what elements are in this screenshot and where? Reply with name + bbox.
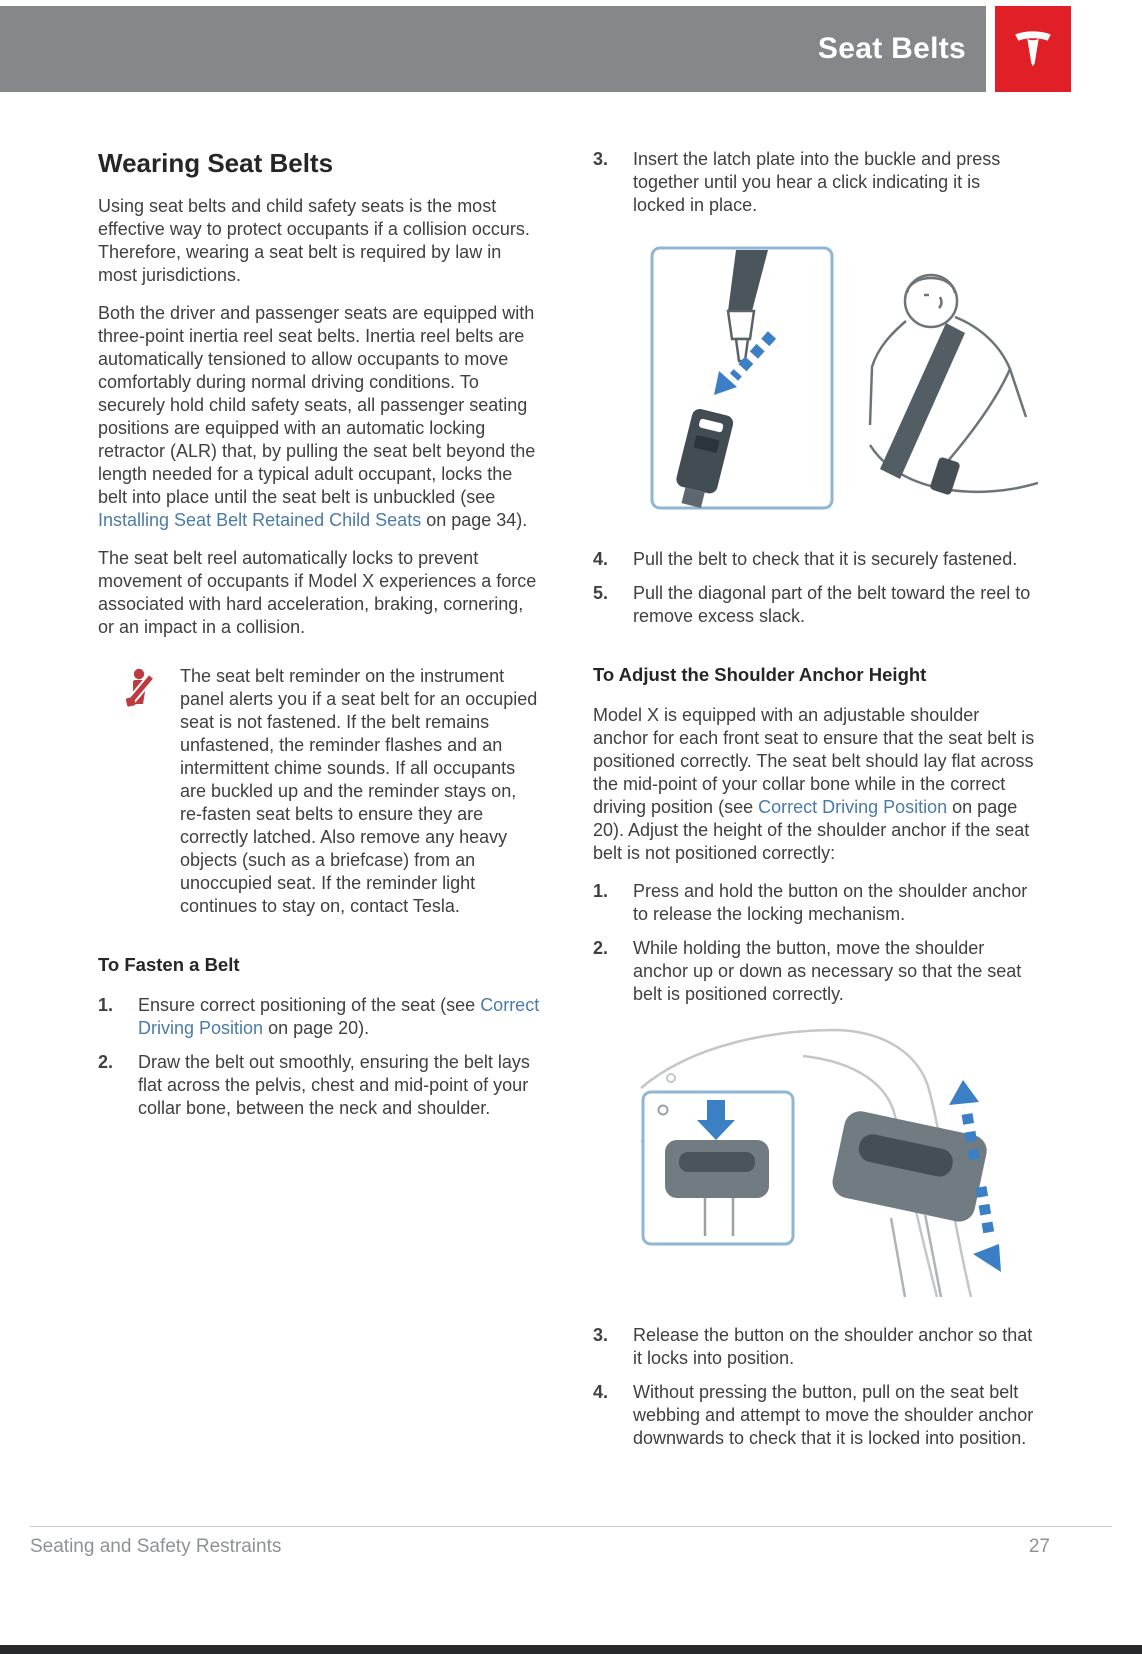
- list-number: 4.: [593, 549, 609, 569]
- bottom-edge-strip: [0, 1645, 1142, 1654]
- link-installing-seat-belt-retained-child-seats[interactable]: Installing Seat Belt Retained Child Seats: [98, 510, 422, 530]
- list-number: 3.: [593, 1325, 609, 1345]
- paragraph-text: on page 20).: [263, 1018, 370, 1038]
- list-item-text: Pull the belt to check that it is securely fastened.: [633, 549, 1018, 569]
- list-item: [593, 1381, 1036, 1450]
- subheading-adjust-shoulder-anchor: To Adjust the Shoulder Anchor Height: [593, 664, 927, 685]
- left-column: [98, 148, 541, 1461]
- list-item-text: Draw the belt out smoothly, ensuring the belt lays flat across the pelvis, chest and mid-point of your collar bone, between the neck and shoulder.: [138, 1052, 530, 1118]
- paragraph-reel-locks: The seat belt reel automatically locks to prevent movement of occupants if Model X experiences a force associated with hard acceleration, braking, cornering, or an impact in a collision.: [98, 548, 537, 637]
- list-item-text: [138, 994, 541, 1040]
- list-item: [593, 1324, 1036, 1370]
- list-item: [593, 880, 1036, 926]
- list-number: 1.: [98, 995, 114, 1015]
- buckle-and-person-illustration: [648, 245, 1036, 518]
- list-number: 2.: [98, 1052, 114, 1072]
- list-number: 2.: [593, 938, 609, 958]
- link-correct-driving-position[interactable]: Correct Driving Position: [138, 995, 540, 1038]
- list-item: [593, 548, 1036, 571]
- page-header-title: Seat Belts: [817, 32, 966, 65]
- list-item: [98, 994, 541, 1040]
- list-item: [98, 1051, 541, 1120]
- list-number: 1.: [593, 881, 609, 901]
- shoulder-anchor-illustration: [633, 1022, 1036, 1302]
- paragraph-text: Model X is equipped with an adjustable shoulder anchor for each front seat to ensure that the seat belt is positioned correctly. The seat belt should lay flat across the mid-point of your collar bone while in the correct driving position (see: [593, 705, 1035, 817]
- right-column: [593, 148, 1036, 1461]
- list-item-text: Insert the latch plate into the buckle and press together until you hear a click indicating it is locked in place.: [633, 149, 1001, 215]
- paragraph-intro: Using seat belts and child safety seats is the most effective way to protect occupants if a collision occurs. Therefore, wearing a seat belt is required by law in most jurisdictions.: [98, 196, 530, 285]
- paragraph-inertia-reel: [98, 302, 541, 532]
- note-text: The seat belt reminder on the instrument panel alerts you if a seat belt for an occupied seat is not fastened. If the belt remains unfastened, the reminder flashes and an intermittent chime sounds. If all occupants are buckled up and the reminder stays on, re-fasten seat belts to ensure they are correctly latched. Also remove any heavy objects (such as a briefcase) from an unoccupied seat. If the reminder light continues to stay on, contact Tesla.: [180, 666, 538, 916]
- tesla-t-icon: [1010, 24, 1056, 75]
- paragraph-text: Ensure correct positioning of the seat (see: [138, 995, 481, 1015]
- list-item-text: Press and hold the button on the shoulder anchor to release the locking mechanism.: [633, 881, 1028, 924]
- page-content: [98, 148, 1037, 1461]
- paragraph-text: on page 20). Adjust the height of the shoulder anchor if the seat belt is not positioned correctly:: [593, 797, 1030, 863]
- list-item-text: Release the button on the shoulder anchor so that it locks into position.: [633, 1325, 1033, 1368]
- adjust-steps-list-continued: [593, 1324, 1036, 1450]
- link-correct-driving-position[interactable]: Correct Driving Position: [758, 797, 948, 817]
- paragraph-text: on page 34).: [421, 510, 528, 530]
- tesla-logo-box: [995, 6, 1071, 92]
- list-item: [593, 937, 1036, 1006]
- page-footer: [30, 1526, 1112, 1558]
- list-number: 3.: [593, 149, 609, 169]
- paragraph-text: Both the driver and passenger seats are equipped with three-point inertia reel seat belts. Inertia reel belts are automatically tensioned to allow occupants to move comfortably during normal driving conditions. To securely hold child safety seats, all passenger seating positions are equipped with an automatic locking retractor (ALR) that, by pulling the seat belt beyond the length needed for a typical adult occupant, locks the belt into place until the seat belt is unbuckled (see: [98, 303, 536, 507]
- list-number: 4.: [593, 1382, 609, 1402]
- seat-belt-reminder-icon: [124, 668, 160, 918]
- list-item-text: While holding the button, move the shoulder anchor up or down as necessary so that the seat belt is positioned correctly.: [633, 938, 1022, 1004]
- list-number: 5.: [593, 583, 609, 603]
- page-header-band: [0, 6, 986, 92]
- seat-belt-reminder-note: [98, 665, 541, 918]
- fasten-steps-list-continued-2: [593, 548, 1036, 628]
- fasten-steps-list: [98, 994, 541, 1120]
- paragraph-adjust-intro: [593, 704, 1036, 865]
- footer-section-title: Seating and Safety Restraints: [30, 1536, 282, 1557]
- section-title: Wearing Seat Belts: [98, 148, 334, 178]
- list-item: [593, 582, 1036, 628]
- adjust-steps-list: [593, 880, 1036, 1006]
- fasten-steps-list-continued: [593, 148, 1036, 217]
- subheading-to-fasten-a-belt: To Fasten a Belt: [98, 954, 240, 975]
- list-item: [593, 148, 1036, 217]
- list-item-text: Pull the diagonal part of the belt toward the reel to remove excess slack.: [633, 583, 1031, 626]
- footer-page-number: 27: [1028, 1536, 1050, 1557]
- list-item-text: Without pressing the button, pull on the seat belt webbing and attempt to move the shoulder anchor downwards to check that it is locked into position.: [633, 1382, 1034, 1448]
